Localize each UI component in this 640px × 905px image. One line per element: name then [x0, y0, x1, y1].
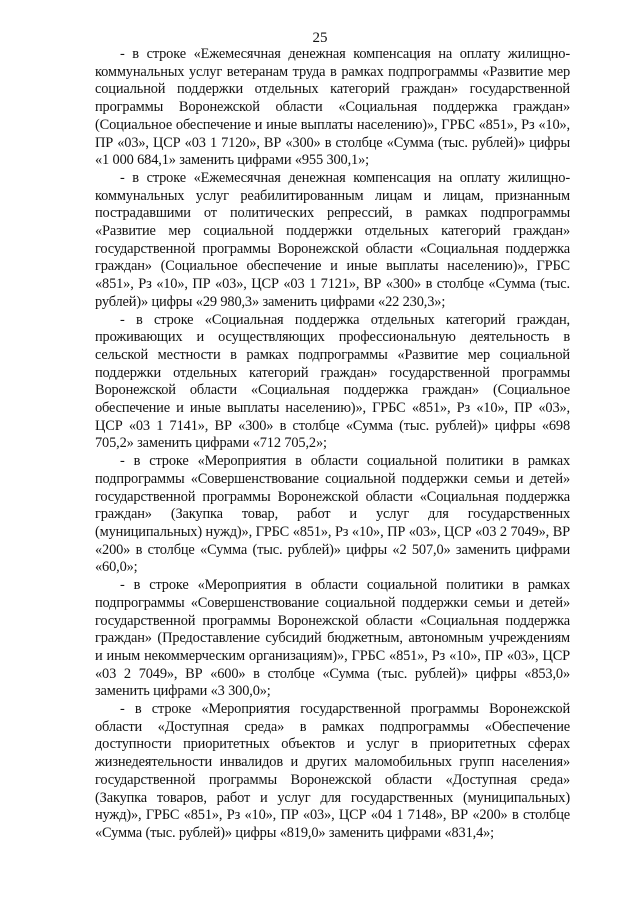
- amendment-paragraph: - в строке «Ежемесячная денежная компенсация на оплату жилищно-коммунальных услуг ветеранам труда в рамках подпрограммы «Развитие мер социальной поддержки отдельных категорий граждан» государственной программы Воронежской области «Социальная поддержка граждан» (Социальное обеспечение и иные выплаты населению)», ГРБС «851», Рз «10», ПР «03», ЦСР «03 1 7120», ВР «300» в столбце «Сумма (тыс. рублей)» цифры «1 000 684,1» заменить цифрами «955 300,1»;: [95, 46, 570, 169]
- amendment-paragraph: - в строке «Социальная поддержка отдельных категорий граждан, проживающих и осуществляющих профессиональную деятельность в сельской местности в рамках подпрограммы «Развитие мер социальной поддержки отдельных категорий граждан» государственной программы Воронежской области «Социальная поддержка граждан» (Социальное обеспечение и иные выплаты населению)», ГРБС «851», Рз «10», ПР «03», ЦСР «03 1 7141», ВР «300» в столбце «Сумма (тыс. рублей)» цифры «698 705,2» заменить цифрами «712 705,2»;: [95, 311, 570, 452]
- amendment-paragraph: - в строке «Мероприятия государственной программы Воронежской области «Доступная среда» в рамках подпрограммы «Обеспечение доступности приоритетных объектов и услуг в приоритетных сферах жизнедеятельности инвалидов и других маломобильных групп населения» государственной программы Воронежской области «Доступная среда» (Закупка товаров, работ и услуг для государственных (муниципальных) нужд)», ГРБС «851», Рз «10», ПР «03», ЦСР «04 1 7148», ВР «200» в столбце «Сумма (тыс. рублей)» цифры «819,0» заменить цифрами «831,4»;: [95, 701, 570, 841]
- document-body: [95, 46, 570, 843]
- page-number: 25: [312, 30, 328, 46]
- amendment-paragraph: - в строке «Ежемесячная денежная компенсация на оплату жилищно-коммунальных услуг реабилитированным лицам и лицам, признанным пострадавшими от политических репрессий, в рамках подпрограммы «Развитие мер социальной поддержки отдельных категорий граждан» государственной программы Воронежской области «Социальная поддержка граждан» (Социальное обеспечение и иные выплаты населению)», ГРБС «851», Рз «10», ПР «03», ЦСР «03 1 7121», ВР «300» в столбце «Сумма (тыс. рублей)» цифры «29 980,3» заменить цифрами «22 230,3»;: [95, 169, 570, 310]
- amendment-paragraph: - в строке «Мероприятия в области социальной политики в рамках подпрограммы «Совершенствование социальной поддержки семьи и детей» государственной программы Воронежской области «Социальная поддержка граждан» (Закупка товар, работ и услуг для государственных (муниципальных) нужд)», ГРБС «851», Рз «10», ПР «03», ЦСР «03 2 7049», ВР «200» в столбце «Сумма (тыс. рублей)» цифры «2 507,0» заменить цифрами «60,0»;: [95, 453, 570, 576]
- amendment-paragraph: - в строке «Мероприятия в области социальной политики в рамках подпрограммы «Совершенствование социальной поддержки семьи и детей» государственной программы Воронежской области «Социальная поддержка граждан» (Предоставление субсидий бюджетным, автономным учреждениям и иным некоммерческим организациям)», ГРБС «851», Рз «10», ПР «03», ЦСР «03 2 7049», ВР «600» в столбце «Сумма (тыс. рублей)» цифры «853,0» заменить цифрами «3 300,0»;: [95, 577, 570, 700]
